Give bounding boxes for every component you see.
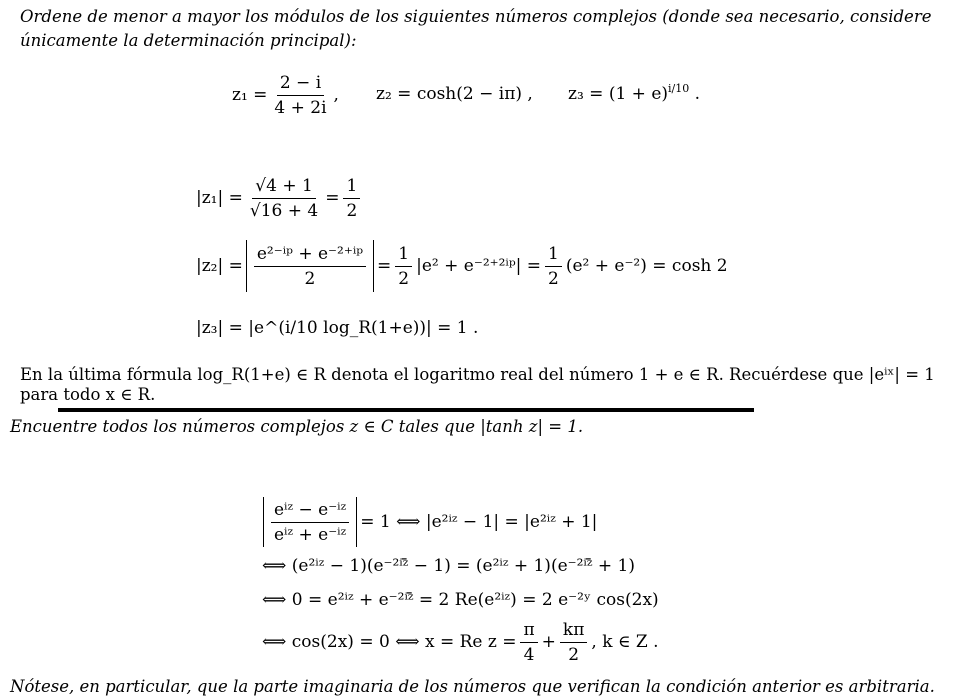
step4-f2-denominator: 2	[568, 644, 580, 665]
mod2-fraction	[254, 244, 366, 289]
step4-f2-numerator: kπ	[560, 620, 587, 643]
z2-definition: z₂ = cosh(2 − iπ) ,	[376, 84, 533, 104]
note-line1: En la última fórmula log_R(1+e) ∈ R denota el logaritmo real del número 1 + e ∈ R. Recuérdese que |eⁱˣ| = 1	[20, 365, 935, 384]
step2: ⟺ (e²ⁱᶻ − 1)(e⁻²ⁱᶻ̄ − 1) = (e²ⁱᶻ + 1)(e⁻²ⁱᶻ̄ + 1)	[262, 556, 635, 576]
z1-separator: ,	[333, 85, 339, 105]
mod2-denominator: 2	[304, 268, 316, 289]
z1-definition	[232, 70, 339, 120]
mod1-result	[343, 176, 360, 221]
problem1-statement-line1: Ordene de menor a mayor los módulos de los siguientes números complejos (donde sea necesario, considere	[20, 7, 932, 26]
mod1-numerator: √4 + 1	[252, 176, 316, 199]
mod2-tail: (e² + e⁻²) = cosh 2	[565, 256, 728, 276]
mod2-equals: =	[377, 256, 392, 276]
z1-numerator: 2 − i	[277, 73, 324, 96]
mod2-label: |z₂| =	[196, 256, 243, 276]
step4-plus: +	[541, 632, 556, 652]
step1-numerator: eⁱᶻ − e⁻ⁱᶻ	[271, 500, 349, 523]
step1-rest: = 1 ⟺ |e²ⁱᶻ − 1| = |e²ⁱᶻ + 1|	[360, 512, 598, 532]
note-line2: para todo x ∈ R.	[20, 385, 156, 404]
step1-bar-left	[263, 497, 264, 547]
step1-fraction	[271, 500, 349, 545]
mod2-half2-numerator: 1	[545, 244, 562, 267]
mod2-numerator: e²⁻ⁱᵖ + e⁻²⁺ⁱᵖ	[254, 244, 366, 267]
mod2-half	[395, 244, 412, 289]
z3-base: z₃ = (1 + e)	[568, 84, 669, 104]
step1-bar-right	[356, 497, 357, 547]
section-divider	[58, 408, 754, 412]
step4	[262, 616, 659, 668]
conclusion: Nótese, en particular, que la parte imaginaria de los números que verifican la condición anterior es arbitraria.	[10, 677, 935, 696]
mod2-half-numerator: 1	[395, 244, 412, 267]
step1-denominator: eⁱᶻ + e⁻ⁱᶻ	[274, 524, 347, 545]
mod1-fraction	[247, 176, 321, 221]
abs-bar-right	[373, 240, 374, 292]
abs-bar-left	[246, 240, 247, 292]
mod1-denominator: √16 + 4	[249, 200, 319, 221]
step4-f1-numerator: π	[520, 620, 537, 643]
step3: ⟺ 0 = e²ⁱᶻ + e⁻²ⁱᶻ̄ = 2 Re(e²ⁱᶻ) = 2 e⁻²ʸ cos(2x)	[262, 590, 659, 610]
z1-label: z₁ =	[232, 85, 268, 105]
step4-end: , k ∈ Z .	[591, 632, 659, 652]
modulus-z3	[196, 318, 478, 338]
step4-f1-denominator: 4	[523, 644, 535, 665]
problem2-statement: Encuentre todos los números complejos z ∈ C tales que |tanh z| = 1.	[10, 417, 584, 436]
step4-start: ⟺ cos(2x) = 0 ⟺ x = Re z =	[262, 632, 517, 652]
step4-fraction-kpi2	[560, 620, 587, 665]
z3-end: .	[694, 84, 701, 104]
step4-fraction-pi4	[520, 620, 537, 665]
step1	[260, 494, 597, 550]
mod3-body: |e^(i/10 log_R(1+e))| = 1 .	[248, 318, 479, 338]
problem1-statement-line2: únicamente la determinación principal):	[20, 31, 357, 50]
mod2-half-denominator: 2	[398, 268, 410, 289]
z1-fraction	[271, 73, 329, 118]
mod2-middle: |e² + e⁻²⁺²ⁱᵖ| =	[416, 256, 542, 276]
mod3-label: |z₃| =	[196, 318, 243, 338]
mod1-equals: =	[325, 188, 340, 208]
mod1-result-numerator: 1	[343, 176, 360, 199]
z3-definition	[568, 84, 700, 104]
modulus-z1	[196, 170, 364, 226]
mod2-half2-denominator: 2	[548, 268, 559, 289]
z1-denominator: 4 + 2i	[274, 97, 327, 118]
z3-exponent: i/10	[668, 82, 690, 95]
mod1-result-denominator: 2	[346, 200, 358, 221]
modulus-z2	[196, 238, 728, 294]
mod1-label: |z₁| =	[196, 188, 243, 208]
mod2-half-second	[545, 244, 562, 289]
